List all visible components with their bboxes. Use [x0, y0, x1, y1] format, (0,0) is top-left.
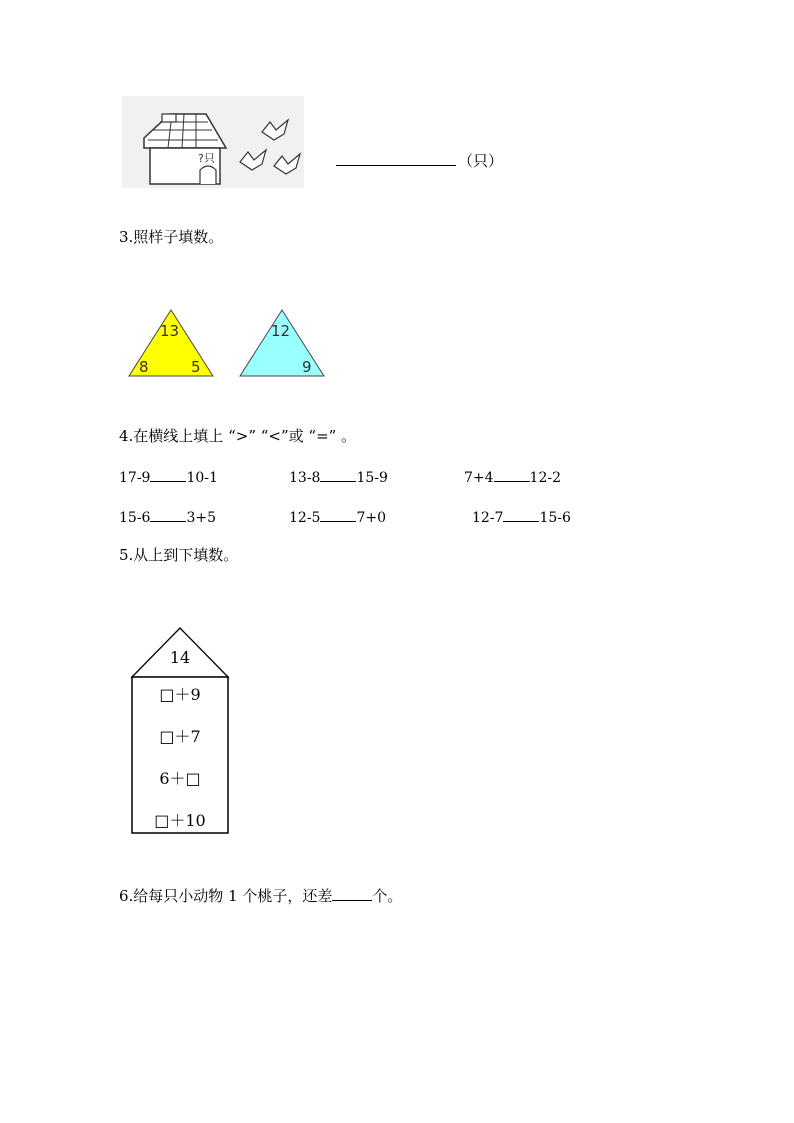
question-4-title: 4.在横线上填上 “>” “<”或 “=” 。: [119, 427, 357, 445]
comparison-item: 13-8 15-9: [289, 470, 388, 486]
comparison-item: 17-9 10-1: [119, 470, 218, 486]
house-birds-image: [122, 96, 304, 188]
question-5-title: 5.从上到下填数。: [119, 546, 239, 564]
question-6: 6.给每只小动物 1 个桃子，还差 个。: [119, 887, 403, 905]
number-triangle-example: [127, 308, 215, 378]
triangle-top-number: 13: [160, 322, 180, 340]
comparison-item: 7+4 12-2: [464, 470, 561, 486]
house-cell[interactable]: □＋10: [154, 811, 206, 830]
number-triangle-exercise: [238, 308, 326, 378]
comparison-blank[interactable]: [150, 509, 186, 522]
comparison-item: 15-6 3+5: [119, 510, 216, 526]
triangle-right-number: 9: [302, 358, 312, 376]
answer-blank[interactable]: [336, 165, 456, 166]
house-roof-number: 14: [169, 648, 191, 667]
comparison-blank[interactable]: [494, 469, 530, 482]
comparison-blank[interactable]: [503, 509, 539, 522]
house-cell[interactable]: □＋9: [159, 685, 201, 704]
svg-text:?只: ?只: [198, 152, 215, 165]
triangle-left-number: 8: [139, 358, 149, 376]
comparison-blank[interactable]: [150, 469, 186, 482]
comparison-blank[interactable]: [320, 469, 356, 482]
answer-blank[interactable]: [332, 888, 372, 901]
comparison-item: 12-7 15-6: [472, 510, 571, 526]
triangle-top-number: 12: [271, 322, 291, 340]
question-3-title: 3.照样子填数。: [119, 228, 224, 246]
house-cell[interactable]: 6＋□: [159, 769, 201, 788]
house-cell[interactable]: □＋7: [159, 727, 201, 746]
comparison-item: 12-5 7+0: [289, 510, 386, 526]
triangle-right-number: 5: [191, 358, 201, 376]
unit-label: （只）: [458, 152, 504, 170]
comparison-blank[interactable]: [320, 509, 356, 522]
